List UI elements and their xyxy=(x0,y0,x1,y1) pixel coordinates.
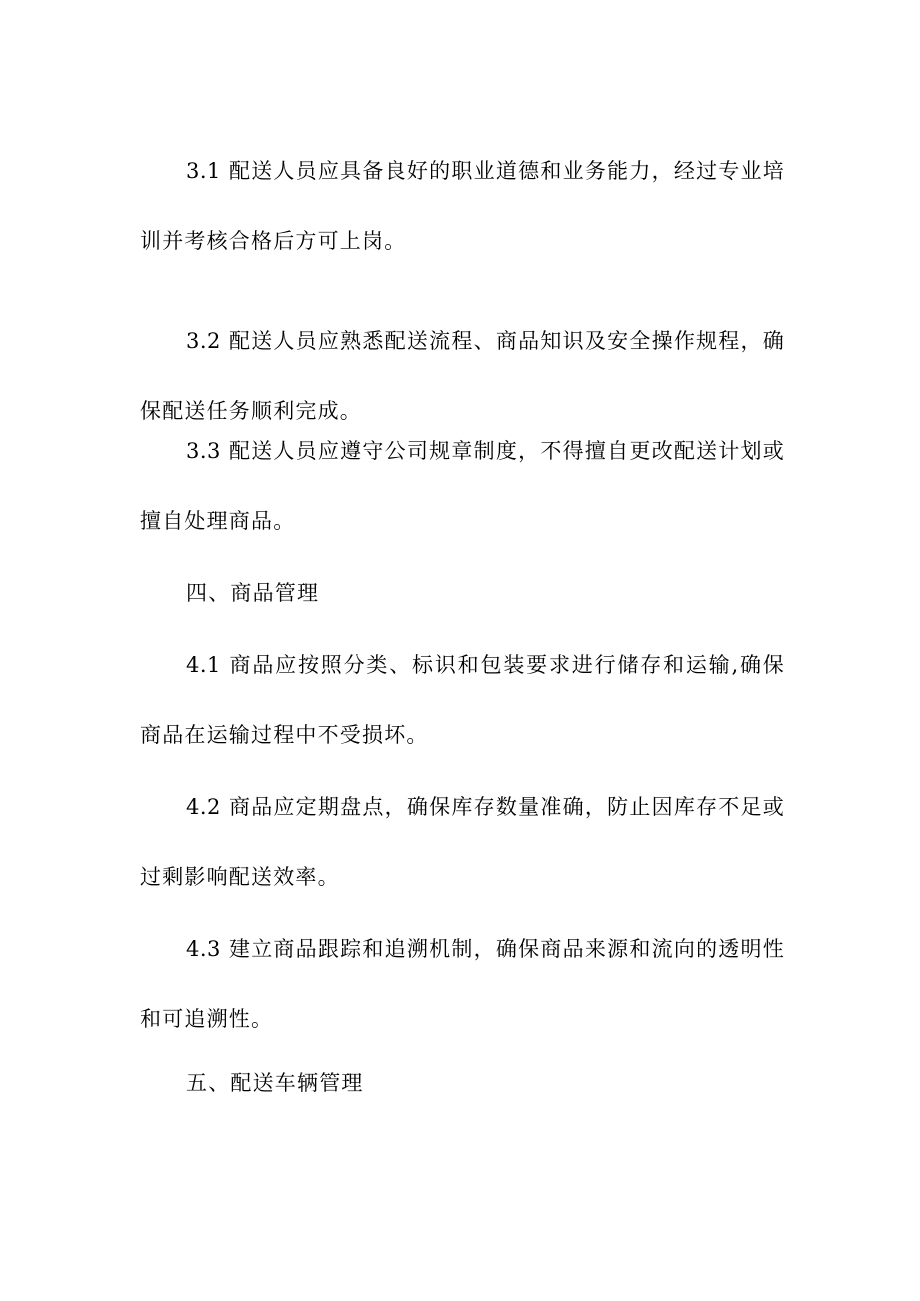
clause-number: 4.1 xyxy=(186,653,221,677)
paragraph-4-3 xyxy=(140,914,785,1054)
paragraph-text: 商品应定期盘点，确保库存数量准确，防止因库存不足或过剩影响配送效率。 xyxy=(140,795,785,889)
clause-number: 3.2 xyxy=(186,329,221,353)
section-heading-4 xyxy=(140,558,785,628)
clause-number: 3.1 xyxy=(186,159,221,183)
paragraph-3-1 xyxy=(140,136,785,276)
paragraph-text: 配送人员应具备良好的职业道德和业务能力，经过专业培训并考核合格后方可上岗。 xyxy=(140,159,785,253)
paragraph-text: 配送人员应熟悉配送流程、商品知识及安全操作规程，确保配送任务顺利完成。 xyxy=(140,329,785,423)
section-heading-text: 五、配送车辆管理 xyxy=(186,1071,364,1095)
section-heading-5 xyxy=(140,1048,785,1118)
clause-number: 3.3 xyxy=(186,439,221,463)
paragraph-4-2 xyxy=(140,772,785,912)
paragraph-text: 商品应按照分类、标识和包装要求进行储存和运输,确保商品在运输过程中不受损坏。 xyxy=(140,653,785,747)
clause-number: 4.3 xyxy=(186,937,221,961)
paragraph-text: 建立商品跟踪和追溯机制，确保商品来源和流向的透明性和可追溯性。 xyxy=(140,937,785,1031)
paragraph-text: 配送人员应遵守公司规章制度，不得擅自更改配送计划或擅自处理商品。 xyxy=(140,439,785,533)
paragraph-4-1 xyxy=(140,630,785,770)
paragraph-3-3 xyxy=(140,416,785,556)
section-heading-text: 四、商品管理 xyxy=(186,581,320,605)
clause-number: 4.2 xyxy=(186,795,221,819)
